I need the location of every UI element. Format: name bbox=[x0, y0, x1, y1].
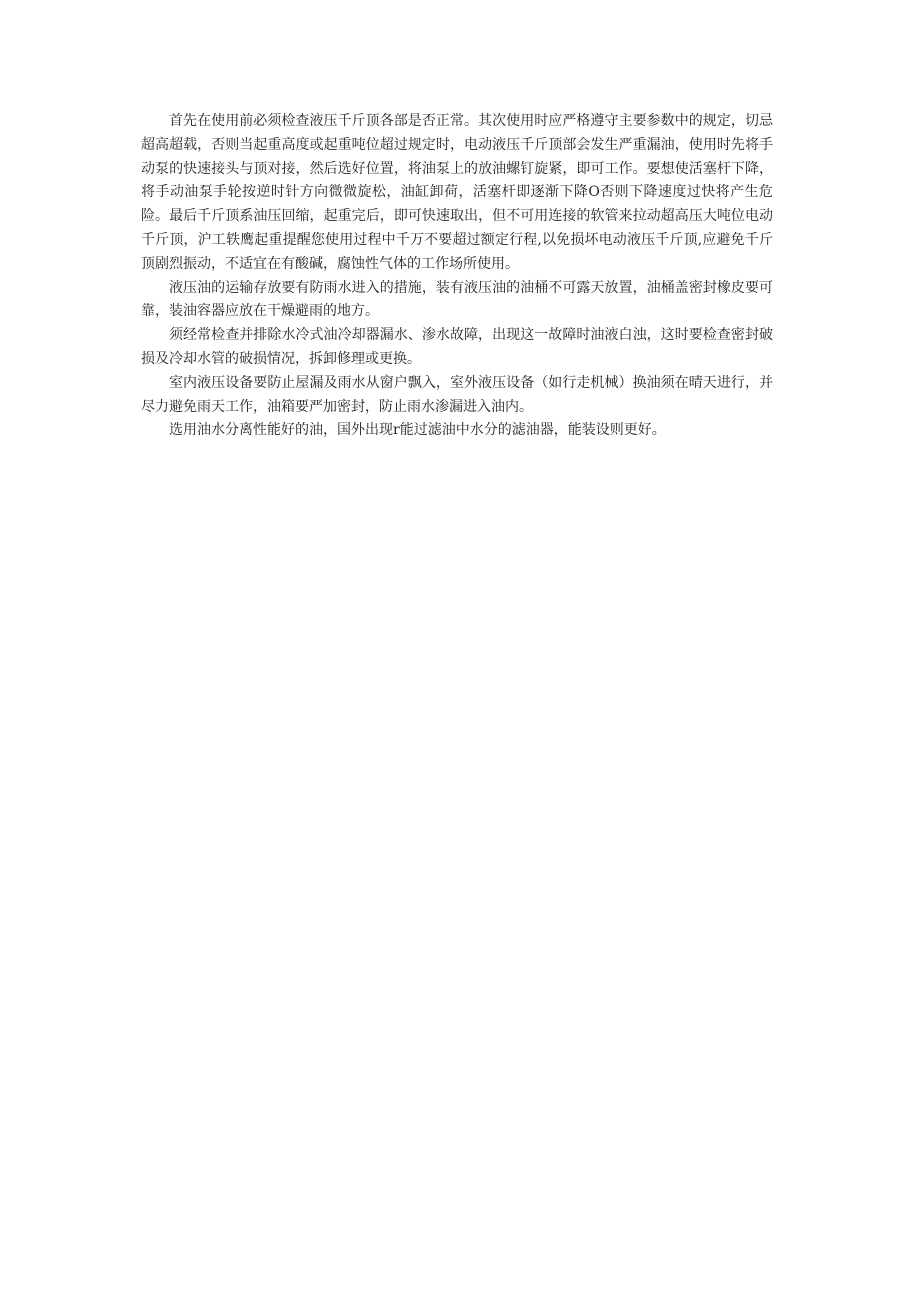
paragraph-oil-storage: 液压油的运输存放要有防雨水进入的措施，装有液压油的油桶不可露天放置，油桶盖密封橡皮要可靠，装油容器应放在干燥避雨的地方。 bbox=[141, 279, 773, 320]
paragraph-usage-instructions: 首先在使用前必须检查液压千斤顶各部是否正常。其次使用时应严格遵守主要参数中的规定，切忌超高超载，否则当起重高度或起重吨位超过规定时，电动液压千斤顶部会发生严重漏油，使用时先将手动泵的快速接头与顶对接，然后选好位置，将油泵上的放油螺钉旋紧，即可工作。要想使活塞杆下降，将手动油泵手轮按逆时针方向微微旋松，油缸卸荷，活塞杆即逐渐下降O否则下降速度过快将产生危险。最后千斤顶系油压回缩，起重完后，即可快速取出，但不可用连接的软管来拉动超高压大吨位电动千斤顶，沪工轶鹰起重提醒您使用过程中千万不要超过额定行程,以免损坏电动液压千斤顶,应避免千斤顶剧烈振动，不适宜在有酸碱，腐蚀性气体的工作场所使用。 bbox=[141, 113, 773, 272]
paragraph-rain-protection: 室内液压设备要防止屋漏及雨水从窗户飘入，室外液压设备（如行走机械）换油须在晴天进行，并尽力避免雨天工作，油箱要严加密封，防止雨水渗漏进入油内。 bbox=[141, 374, 773, 415]
paragraph-oil-selection: 选用油水分离性能好的油，国外出现r能过滤油中水分的滤油器，能装设则更好。 bbox=[169, 422, 666, 439]
paragraph-cooler-inspection: 须经常检查并排除水冷式油冷却器漏水、渗水故障，出现这一故障时油液白浊，这时要检查密封破损及冷却水管的破损情况，拆卸修理或更换。 bbox=[141, 327, 773, 367]
document-body bbox=[141, 110, 773, 443]
